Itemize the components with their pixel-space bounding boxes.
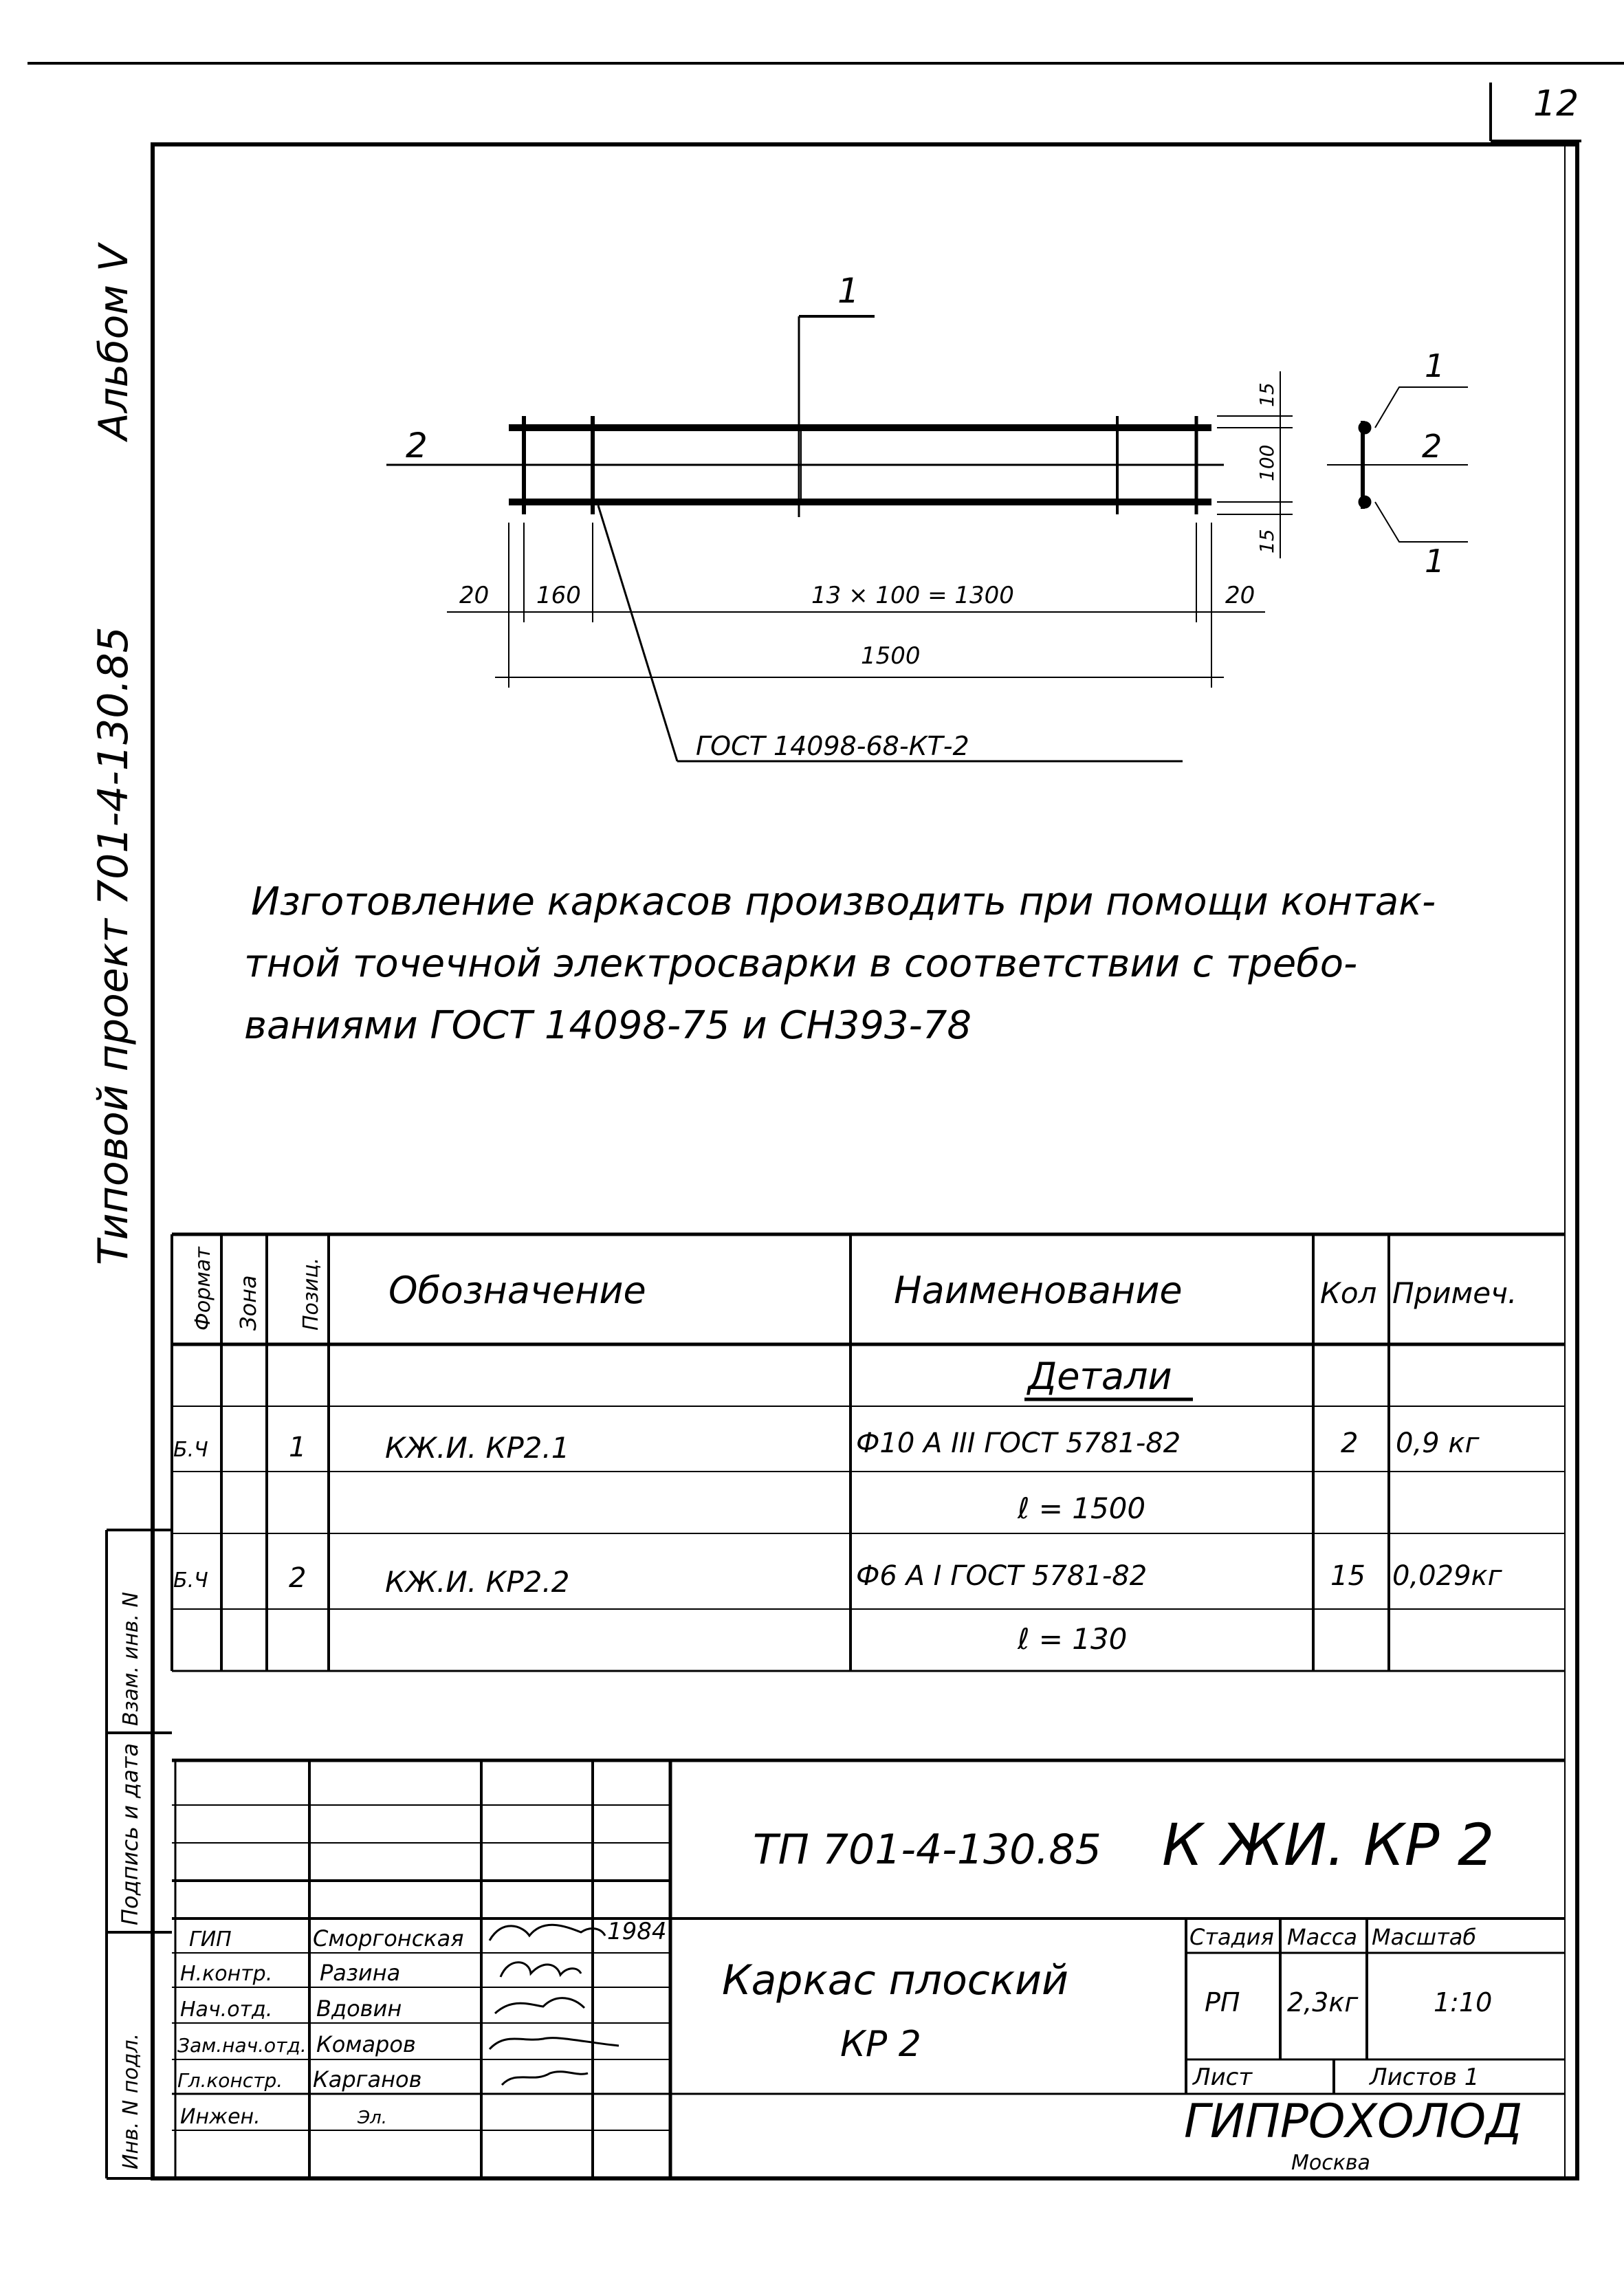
row1-pos: 1: [289, 1432, 307, 1463]
stage-label: Стадия: [1189, 1924, 1274, 1950]
frame-mark: 2: [406, 426, 428, 466]
dim-left-20: 20: [459, 582, 490, 609]
col-header-note: Примеч.: [1392, 1276, 1517, 1310]
col-header-pos: Позиц.: [299, 1257, 323, 1331]
role-2: Н.контр.: [180, 1962, 273, 1986]
row2-qty: 15: [1330, 1560, 1365, 1592]
doc-mark: К ЖИ. КР 2: [1162, 1811, 1495, 1879]
row2-name: Ф6 А I ГОСТ 5781-82: [856, 1560, 1148, 1592]
role-5: Гл.констр.: [177, 2069, 283, 2092]
dim-total: 1500: [861, 642, 921, 670]
table-row: [173, 1428, 1480, 1525]
album-label: Альбом: [90, 285, 137, 440]
dim-right-20: 20: [1225, 582, 1255, 609]
person-6: Эл.: [358, 2108, 388, 2128]
project-label: Типовой проект 701-4-130.85: [89, 626, 138, 1265]
note-line-3: ваниями ГОСТ 14098-75 и СН393-78: [244, 1003, 972, 1048]
row1-note: 0,9 кг: [1396, 1428, 1480, 1459]
person-1: Сморгонская: [313, 1925, 464, 1952]
person-4: Комаров: [316, 2031, 416, 2057]
stamp-signature-date: Подпись и дата: [117, 1742, 143, 1925]
mass-value: 2,3кг: [1287, 1987, 1359, 2018]
stamp-inv-vzam: Взам. инв. N: [119, 1592, 143, 1726]
table-row: [173, 1560, 1503, 1656]
stamp-inv-orig: Инв. N подл.: [119, 2033, 143, 2169]
frame-drawing: [386, 316, 1468, 761]
person-2: Разина: [320, 1960, 401, 1986]
mass-label: Масса: [1287, 1924, 1358, 1950]
section-mark-top: 1: [837, 271, 859, 311]
stage-value: РП: [1205, 1987, 1240, 2018]
section-mark-1b: 1: [1425, 543, 1445, 580]
note-line-2: тной точечной электросварки в соответствии с требо-: [244, 941, 1358, 986]
handwritten-signatures: [490, 1925, 619, 2085]
section-mark-1a: 1: [1425, 347, 1445, 384]
signature-rows: [177, 1925, 463, 2129]
row2-pos: 2: [289, 1562, 307, 1594]
col-header-name: Наименование: [894, 1269, 1183, 1312]
row1-format: Б.Ч: [173, 1438, 208, 1462]
row2-note: 0,029кг: [1392, 1560, 1502, 1592]
page-number: 12: [1533, 83, 1579, 124]
doc-code: ТП 701-4-130.85: [753, 1826, 1101, 1874]
sheet-label: Лист: [1193, 2064, 1253, 2091]
person-3: Вдовин: [316, 1996, 402, 2022]
note-line-1: Изготовление каркасов производить при помощи контак-: [251, 879, 1436, 924]
role-6: Инжен.: [180, 2105, 261, 2129]
weld-note: ГОСТ 14098-68-КТ-2: [696, 731, 969, 761]
row1-name: Ф10 А III ГОСТ 5781-82: [856, 1428, 1181, 1459]
row2-designation: КЖ.И. КР2.2: [385, 1565, 570, 1599]
col-header-format: Формат: [191, 1247, 215, 1331]
row1-qty: 2: [1341, 1428, 1359, 1459]
dim-top: 15: [1255, 382, 1278, 407]
title-line-2: КР 2: [840, 2024, 921, 2065]
org-city: Москва: [1291, 2151, 1370, 2175]
dim-160: 160: [536, 582, 581, 609]
person-5: Карганов: [313, 2066, 422, 2092]
dim-span: 13 × 100 = 1300: [811, 582, 1014, 609]
col-header-qty: Кол: [1320, 1276, 1377, 1310]
title-line-1: Каркас плоский: [722, 1956, 1069, 2004]
row2-length: ℓ = 130: [1018, 1622, 1128, 1656]
scale-label: Масштаб: [1372, 1924, 1477, 1950]
role-3: Нач.отд.: [180, 1998, 273, 2022]
dim-bot: 15: [1255, 529, 1278, 554]
col-header-designation: Обозначение: [388, 1269, 646, 1312]
album-number: V: [90, 244, 137, 272]
role-4: Зам.нач.отд.: [177, 2034, 307, 2057]
section-title: Детали: [1028, 1355, 1172, 1398]
dim-mid: 100: [1255, 444, 1278, 481]
col-header-zone: Зона: [235, 1275, 261, 1331]
scale-value: 1:10: [1434, 1987, 1493, 2018]
role-1: ГИП: [189, 1927, 232, 1952]
row1-designation: КЖ.И. КР2.1: [385, 1431, 570, 1465]
org-name: ГИПРОХОЛОД: [1184, 2095, 1523, 2149]
section-mark-2: 2: [1422, 428, 1442, 465]
sheets-label: Листов 1: [1370, 2064, 1480, 2091]
approval-date: 1984: [607, 1918, 667, 1945]
row2-format: Б.Ч: [173, 1568, 208, 1593]
row1-length: ℓ = 1500: [1018, 1491, 1146, 1525]
